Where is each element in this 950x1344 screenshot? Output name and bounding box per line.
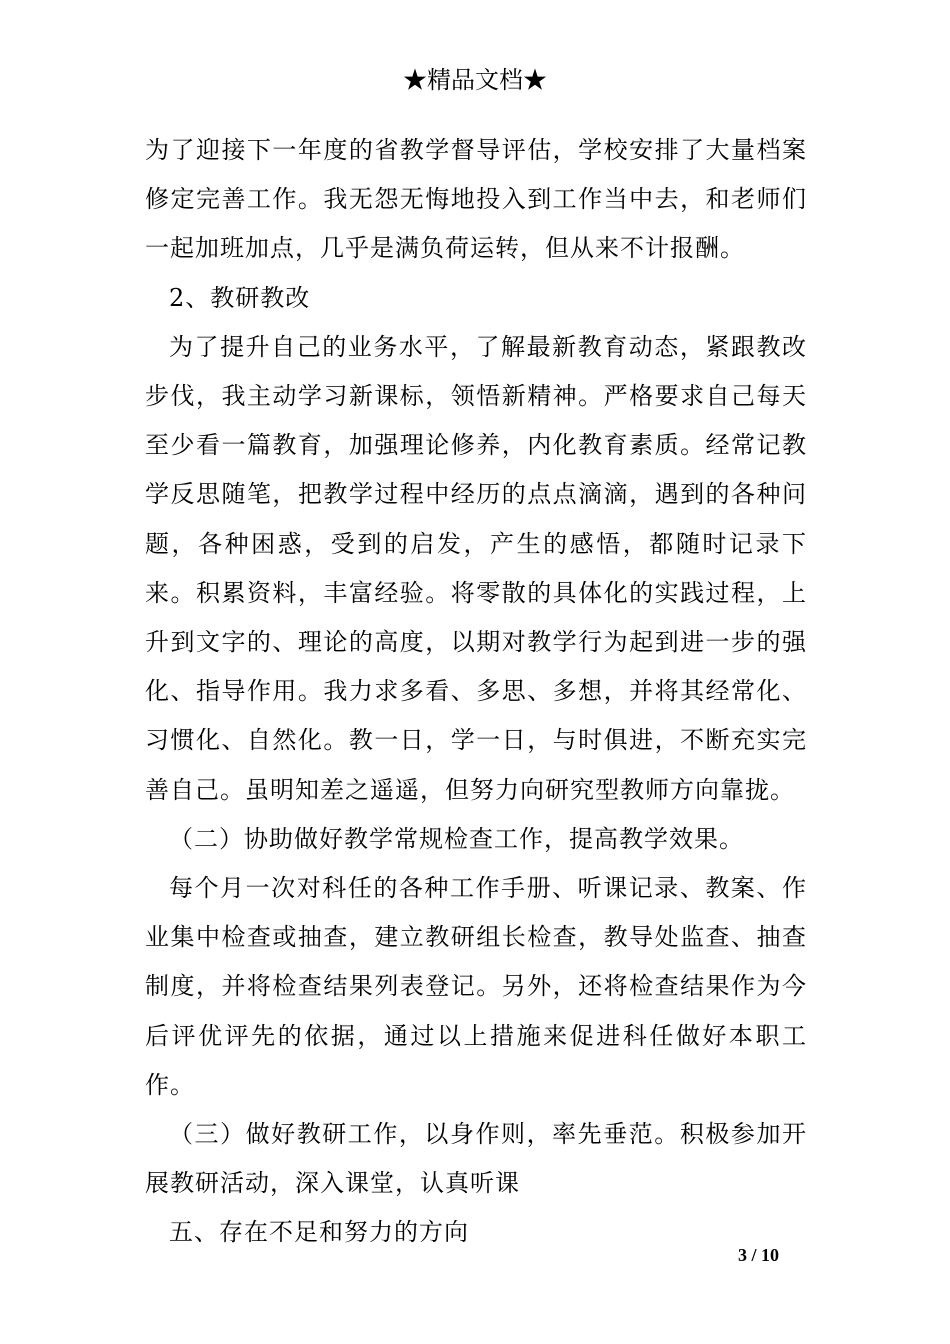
section-heading-shortcomings: 五、存在不足和努力的方向 — [169, 1218, 469, 1247]
paragraph-monthly-inspection: 每个月一次对科任的各种工作手册、听课记录、教案、作业集中检查或抽查，建立教研组长检查，教导处监查、抽查制度，并将检查结果列表登记。另外，还将检查结果作为今后评优评先的依据，通过以上措施来促进科任做好本职工作。 — [145, 874, 807, 1099]
document-header-title: ★精品文档★ — [403, 66, 547, 94]
section-heading-teaching-research: 2、教研教改 — [169, 283, 311, 312]
paragraph-research-work: （三）做好教研工作，以身作则，率先垂范。积极参加开展教研活动，深入课堂，认真听课 — [145, 1120, 807, 1198]
paragraph-archive-work: 为了迎接下一年度的省教学督导评估，学校安排了大量档案修定完善工作。我无怨无悔地投入到工作当中去，和老师们一起加班加点，几乎是满负荷运转，但从来不计报酬。 — [145, 136, 807, 263]
document-body — [145, 126, 807, 1258]
section-heading-routine-inspection: （二）协助做好教学常规检查工作，提高教学效果。 — [169, 824, 744, 853]
page-number: 3 / 10 — [738, 1245, 780, 1265]
paragraph-self-improvement: 为了提升自己的业务水平，了解最新教育动态，紧跟教改步伐，我主动学习新课标，领悟新精神。严格要求自己每天至少看一篇教育，加强理论修养，内化教育素质。经常记教学反思随笔，把教学过程中经历的点点滴滴，遇到的各种问题，各种困惑，受到的启发，产生的感悟，都随时记录下来。积累资料，丰富经验。将零散的具体化的实践过程，上升到文字的、理论的高度，以期对教学行为起到进一步的强化、指导作用。我力求多看、多思、多想，并将其经常化、习惯化、自然化。教一日，学一日，与时俱进，不断充实完善自己。虽明知差之遥遥，但努力向研究型教师方向靠拢。 — [145, 332, 807, 804]
